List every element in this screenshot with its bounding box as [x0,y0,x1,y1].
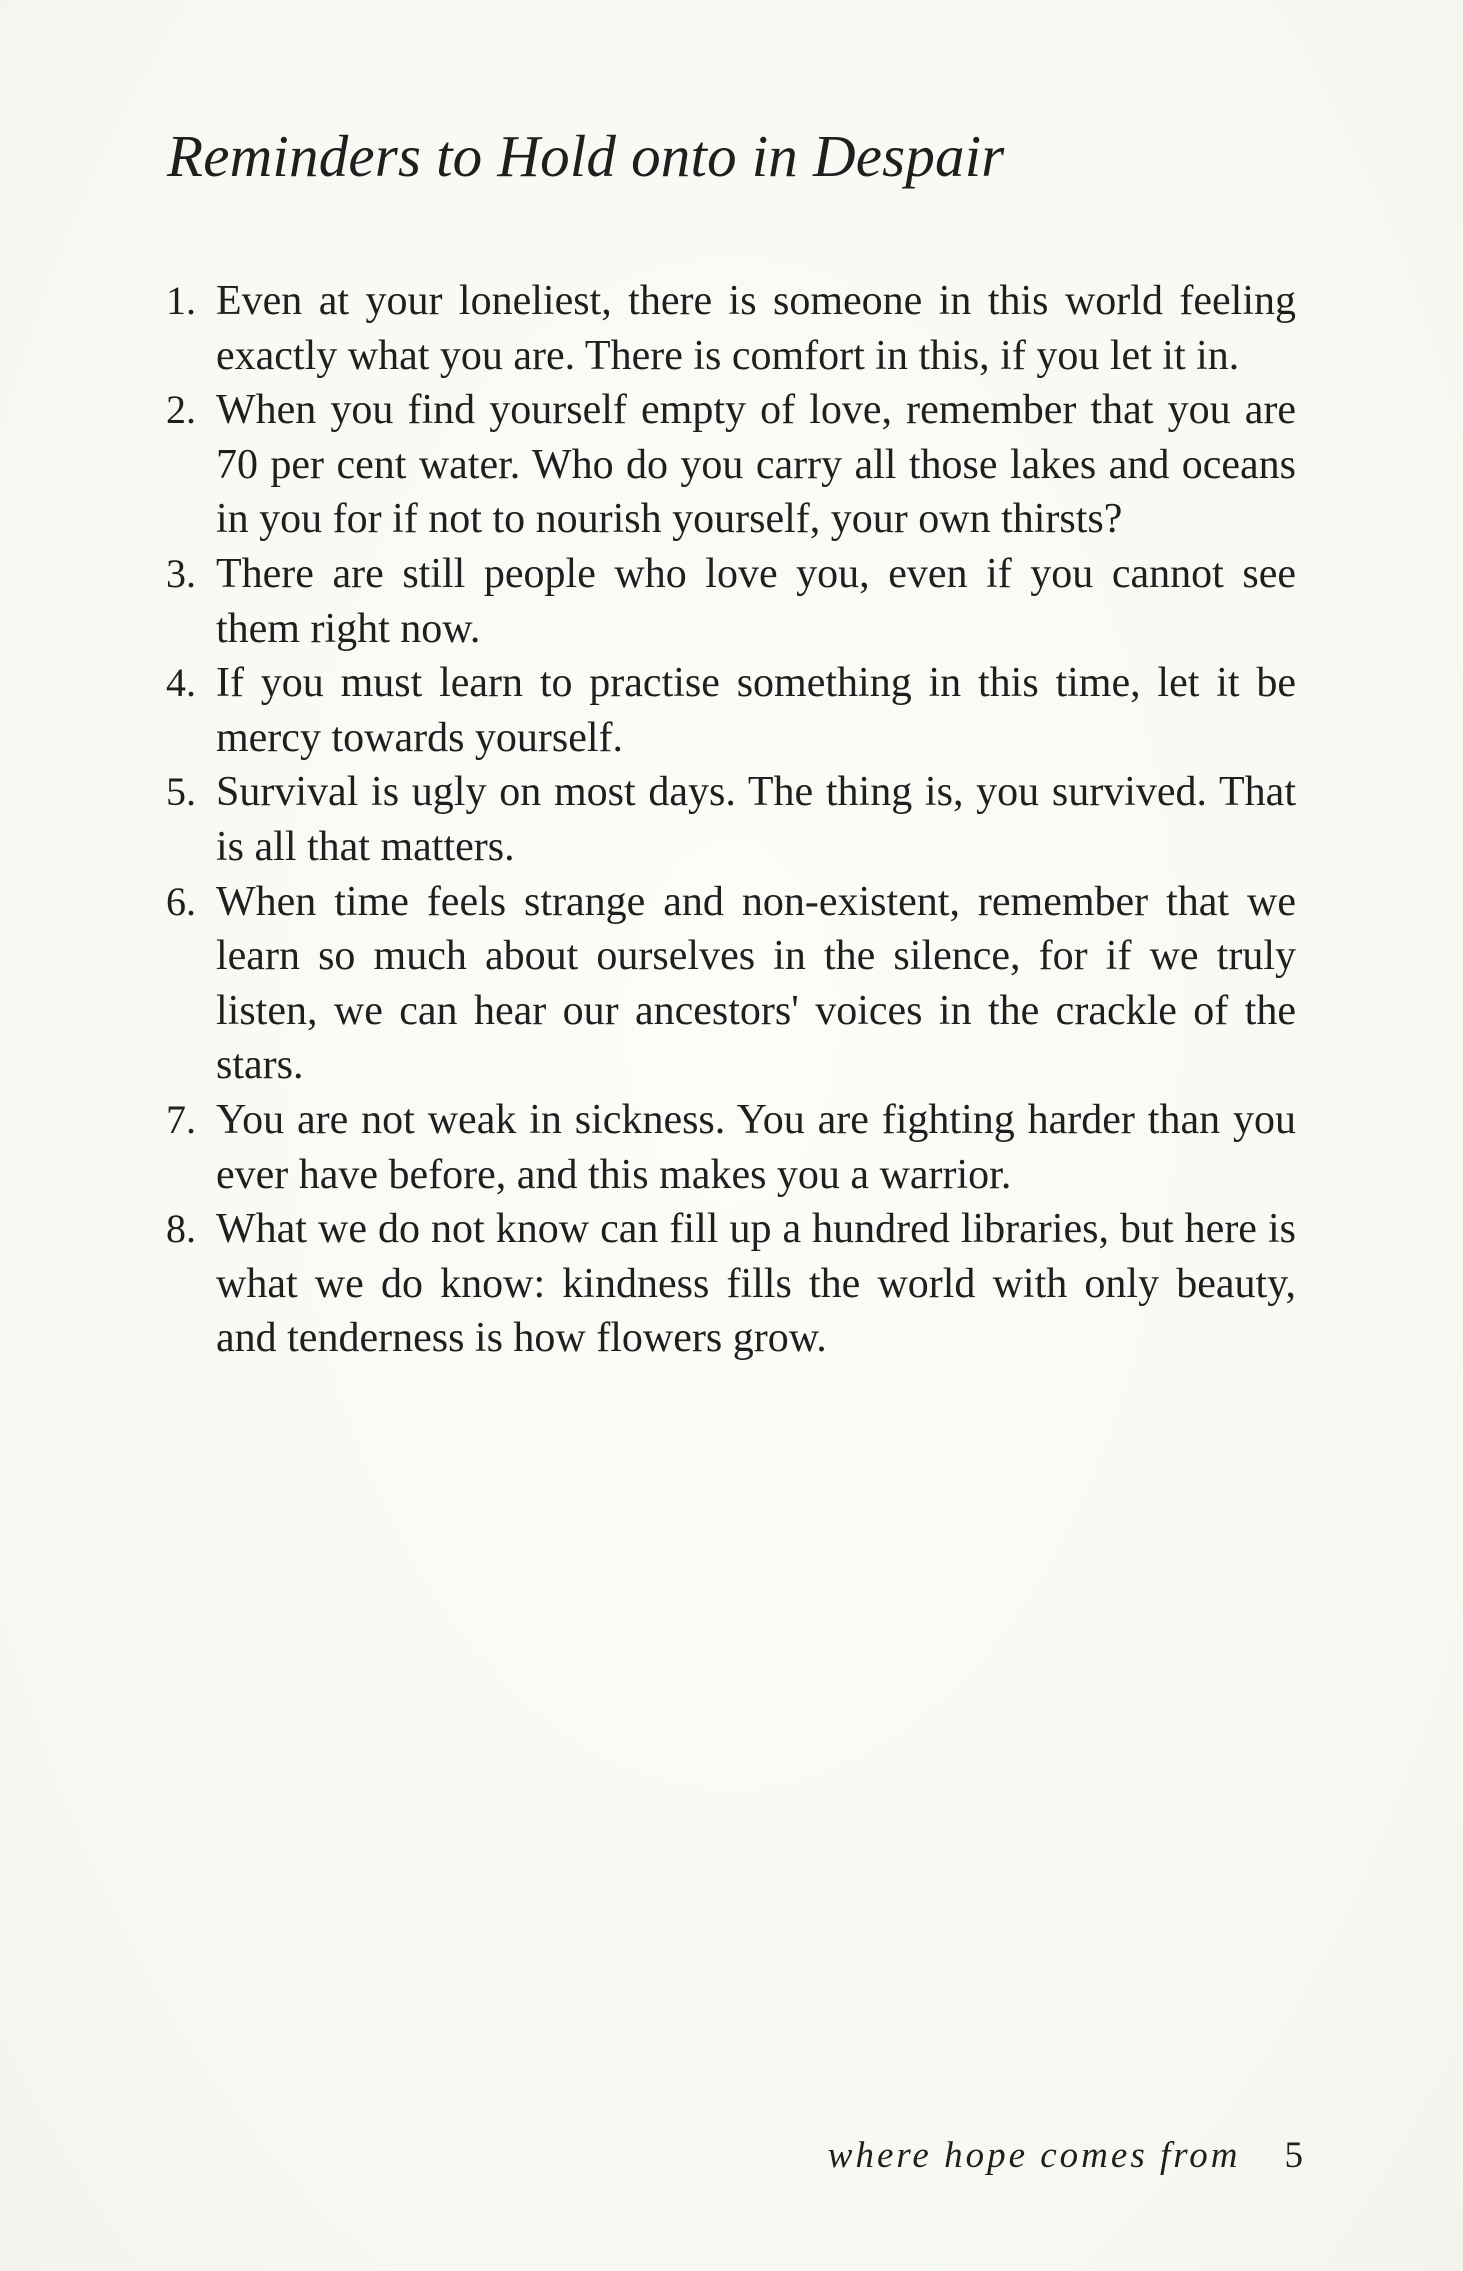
list-item [160,383,1296,547]
list-item [160,656,1296,765]
list-item [160,1093,1296,1202]
running-head: where hope comes from [827,2135,1241,2176]
item-text: Even at your loneliest, there is someone in this world feeling exactly what you are. There is comfort in this, if you let it in. [216,278,1296,379]
list-item [160,547,1296,656]
list-item [160,875,1296,1093]
item-text: There are still people who love you, even if you cannot see them right now. [216,550,1296,652]
page-footer [828,2134,1303,2177]
item-number: 1. [166,278,196,323]
item-number: 5. [166,769,196,815]
item-text: Survival is ugly on most days. The thing is, you survived. That is all that matters. [216,769,1296,870]
item-text: When you find yourself empty of love, remember that you are 70 per cent water. Who do you carry all those lakes and oceans in you for if not to nourish yourself, your own thirsts? [216,387,1296,543]
item-number: 7. [166,1096,196,1142]
item-text: If you must learn to practise something in this time, let it be mercy towards yourself. [216,660,1296,761]
page-number: 5 [1284,2135,1303,2176]
item-text: When time feels strange and non-existent, remember that we learn so much about ourselves in the silence, for if we truly listen, we can hear our ancestors' voices in the crackle of the stars. [216,878,1296,1089]
item-text: What we do not know can fill up a hundred libraries, but here is what we do know: kindness fills the world with only beauty, and tenderness is how flowers grow. [216,1206,1296,1362]
list-item [160,274,1296,383]
list-item [160,765,1296,874]
item-number: 3. [166,550,196,596]
list-item [160,1202,1296,1366]
item-number: 6. [166,878,196,924]
item-number: 2. [166,387,196,433]
reminders-list [160,274,1296,1366]
page-title: Reminders to Hold onto in Despair [167,123,1005,189]
item-text: You are not weak in sickness. You are fighting harder than you ever have before, and this makes you a warrior. [216,1096,1296,1198]
item-number: 4. [166,660,196,706]
item-number: 8. [166,1206,196,1252]
